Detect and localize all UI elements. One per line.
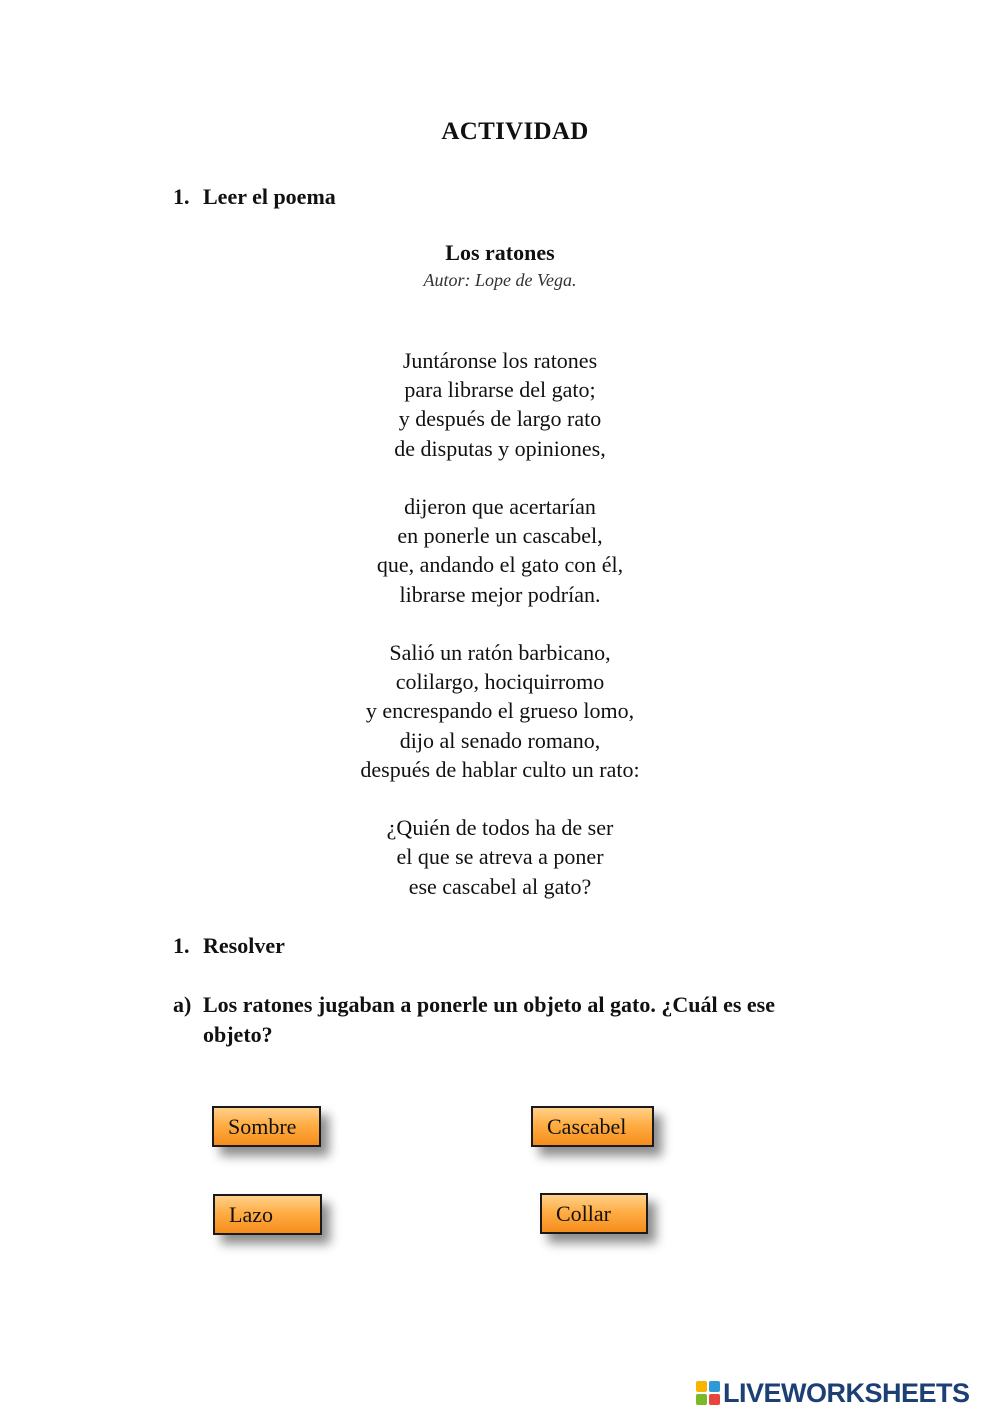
poem-line: dijeron que acertarían: [404, 494, 596, 519]
liveworksheets-logo: [696, 1375, 970, 1411]
option-cascabel-button[interactable]: Cascabel: [531, 1106, 654, 1147]
poem-line: y después de largo rato: [398, 406, 602, 432]
poem-line: y encrespando el grueso lomo,: [365, 698, 635, 724]
poem-stanza: [0, 813, 1000, 901]
logo-square-icon: [696, 1394, 707, 1405]
poem-line: dijo al senado romano,: [399, 727, 601, 753]
poem-title: Los ratones: [445, 240, 555, 265]
section-number: 1.: [173, 933, 190, 958]
section-label: Resolver: [203, 933, 285, 958]
poem-line: ¿Quién de todos ha de ser: [386, 815, 614, 841]
poem-line: ese cascabel al gato?: [408, 873, 592, 899]
poem-line: Salió un ratón barbicano,: [389, 640, 611, 665]
poem-line: Juntáronse los ratones: [402, 348, 598, 373]
logo-square-icon: [709, 1394, 720, 1405]
poem-stanza: [0, 638, 1000, 784]
logo-square-icon: [709, 1381, 720, 1392]
option-collar-button[interactable]: Collar: [540, 1193, 648, 1234]
page-title: ACTIVIDAD: [441, 118, 589, 145]
liveworksheets-logo-icon: [696, 1381, 720, 1405]
logo-text: LIVEWORKSHEETS: [723, 1377, 970, 1408]
poem-author: Autor: Lope de Vega.: [423, 270, 577, 290]
question-label: a): [173, 992, 192, 1017]
poem-line: para librarse del gato;: [404, 377, 596, 403]
poem-body: [0, 346, 1000, 930]
poem-line: después de hablar culto un rato:: [360, 756, 640, 782]
section-heading-read: [173, 184, 336, 210]
section-heading-solve: [173, 933, 285, 959]
poem-line: colilargo, hociquirromo: [395, 669, 605, 695]
poem-line: librarse mejor podrían.: [399, 581, 601, 607]
poem-line: en ponerle un cascabel,: [397, 523, 603, 549]
poem-stanza: [0, 346, 1000, 463]
poem-line: que, andando el gato con él,: [376, 552, 624, 578]
option-sombre-button[interactable]: Sombre: [212, 1106, 321, 1147]
logo-square-icon: [696, 1381, 707, 1392]
poem-line: el que se atreva a poner: [396, 844, 604, 870]
poem-stanza: [0, 492, 1000, 609]
question-text: Los ratones jugaban a ponerle un objeto al gato. ¿Cuál es ese objeto?: [203, 992, 776, 1047]
question-a: [173, 990, 833, 1050]
option-lazo-button[interactable]: Lazo: [213, 1194, 322, 1235]
section-label: Leer el poema: [203, 184, 336, 209]
section-number: 1.: [173, 184, 190, 209]
poem-line: de disputas y opiniones,: [394, 435, 606, 461]
